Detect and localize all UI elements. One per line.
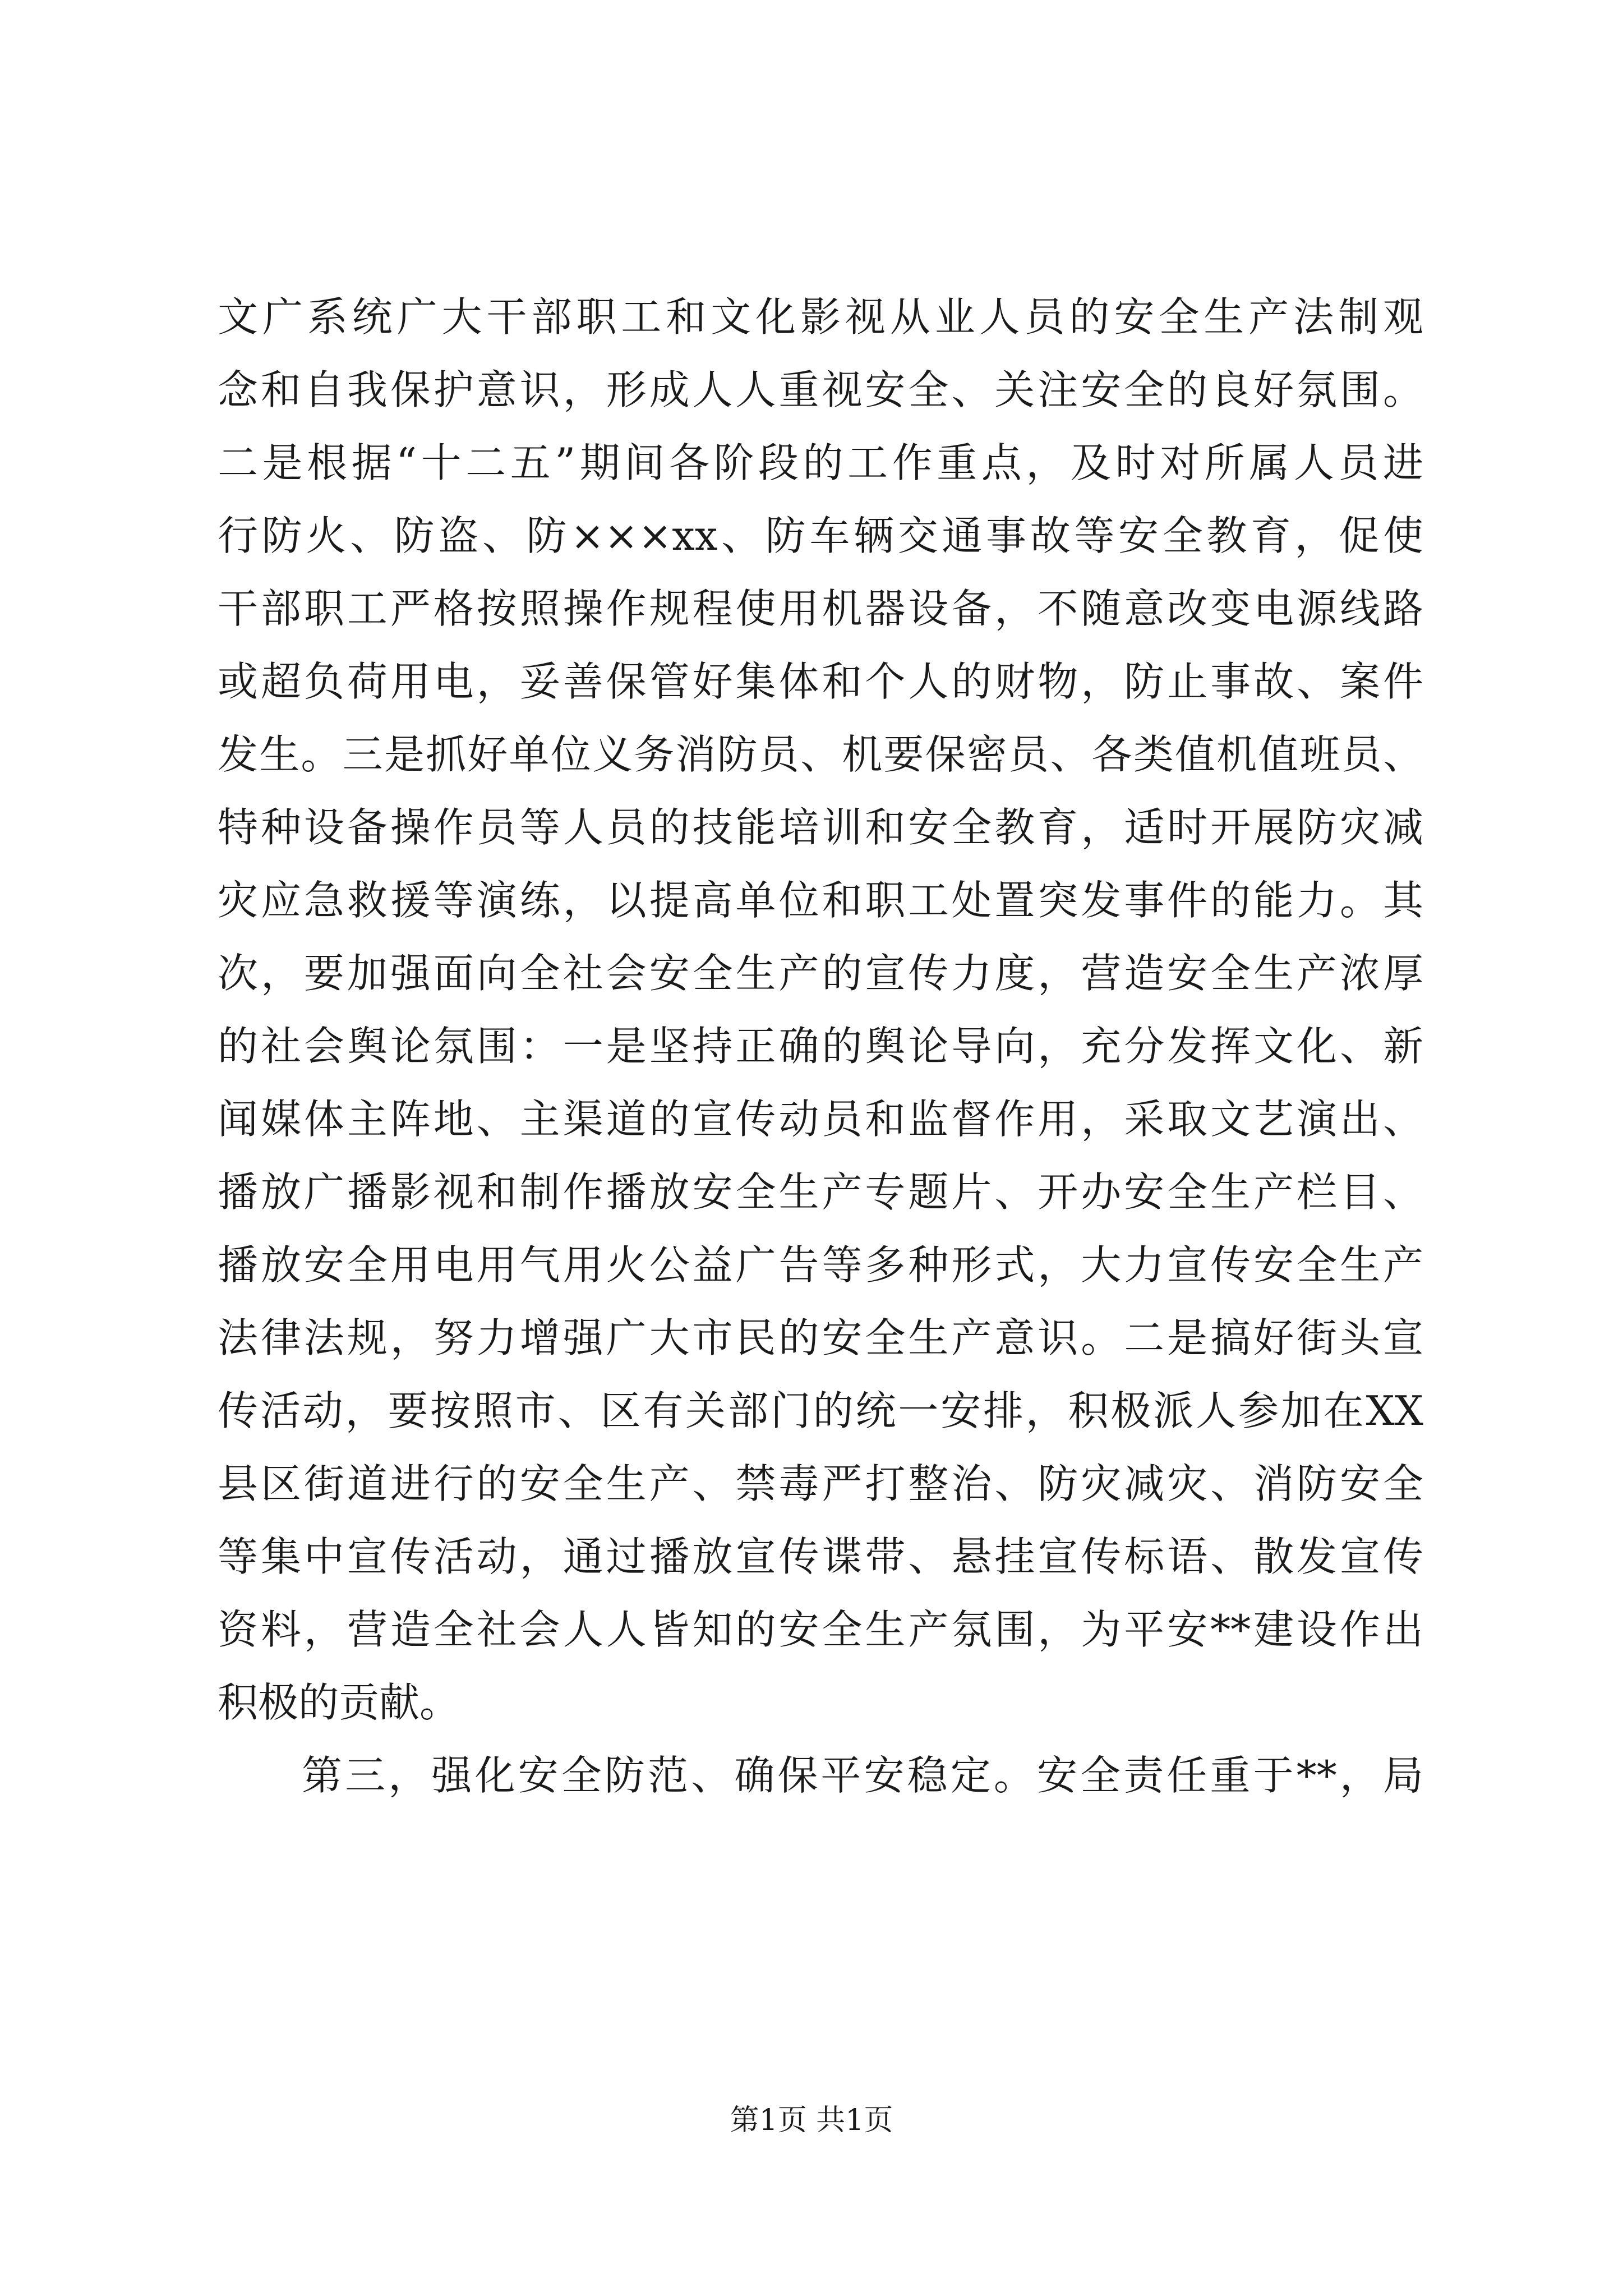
text-line: 文广系统广大干部职工和文化影视从业人员的安全生产法制观 [218,293,1423,341]
text-line: 等集中宣传活动，通过播放宣传谍带、悬挂宣传标语、散发宣传 [218,1533,1423,1580]
paragraph-end-line: 积极的贡献。 [218,1679,460,1726]
text-line: 播放广播影视和制作播放安全生产专题片、开办安全生产栏目、 [218,1168,1423,1216]
text-line: 次，要加强面向全社会安全生产的宣传力度，营造安全生产浓厚 [218,950,1423,997]
body-text [218,280,1423,1812]
text-line: 法律法规，努力增强广大市民的安全生产意识。二是搞好街头宣 [218,1314,1423,1361]
text-line: 二是根据“十二五”期间各阶段的工作重点，及时对所属人员进 [218,439,1423,486]
text-line: 播放安全用电用气用火公益广告等多种形式，大力宣传安全生产 [218,1241,1423,1289]
text-line: 特种设备操作员等人员的技能培训和安全教育，适时开展防灾减 [218,804,1423,851]
text-line: 灾应急救援等演练，以提高单位和职工处置突发事件的能力。其 [218,877,1423,924]
text-line: 的社会舆论氛围：一是坚持正确的舆论导向，充分发挥文化、新 [218,1023,1423,1070]
text-line: 传活动，要按照市、区有关部门的统一安排，积极派人参加在XX [218,1387,1423,1434]
text-line: 念和自我保护意识，形成人人重视安全、关注安全的良好氛围。 [218,366,1423,413]
text-line: 闻媒体主阵地、主渠道的宣传动员和监督作用，采取文艺演出、 [218,1096,1423,1143]
text-line: 行防火、防盗、防×××xx、防车辆交通事故等安全教育，促使 [218,512,1423,559]
text-line: 或超负荷用电，妥善保管好集体和个人的财物，防止事故、案件 [218,658,1423,705]
paragraph-start-line: 第三，强化安全防范、确保平安稳定。安全责任重于**，局 [302,1752,1423,1799]
text-line: 干部职工严格按照操作规程使用机器设备，不随意改变电源线路 [218,585,1423,632]
text-line: 资料，营造全社会人人皆知的安全生产氛围，为平安**建设作出 [218,1606,1423,1653]
page-footer: 第1页 共1页 [730,2104,893,2137]
text-line: 县区街道进行的安全生产、禁毒严打整治、防灾减灾、消防安全 [218,1460,1423,1507]
text-line: 发生。三是抓好单位义务消防员、机要保密员、各类值机值班员、 [218,731,1423,778]
